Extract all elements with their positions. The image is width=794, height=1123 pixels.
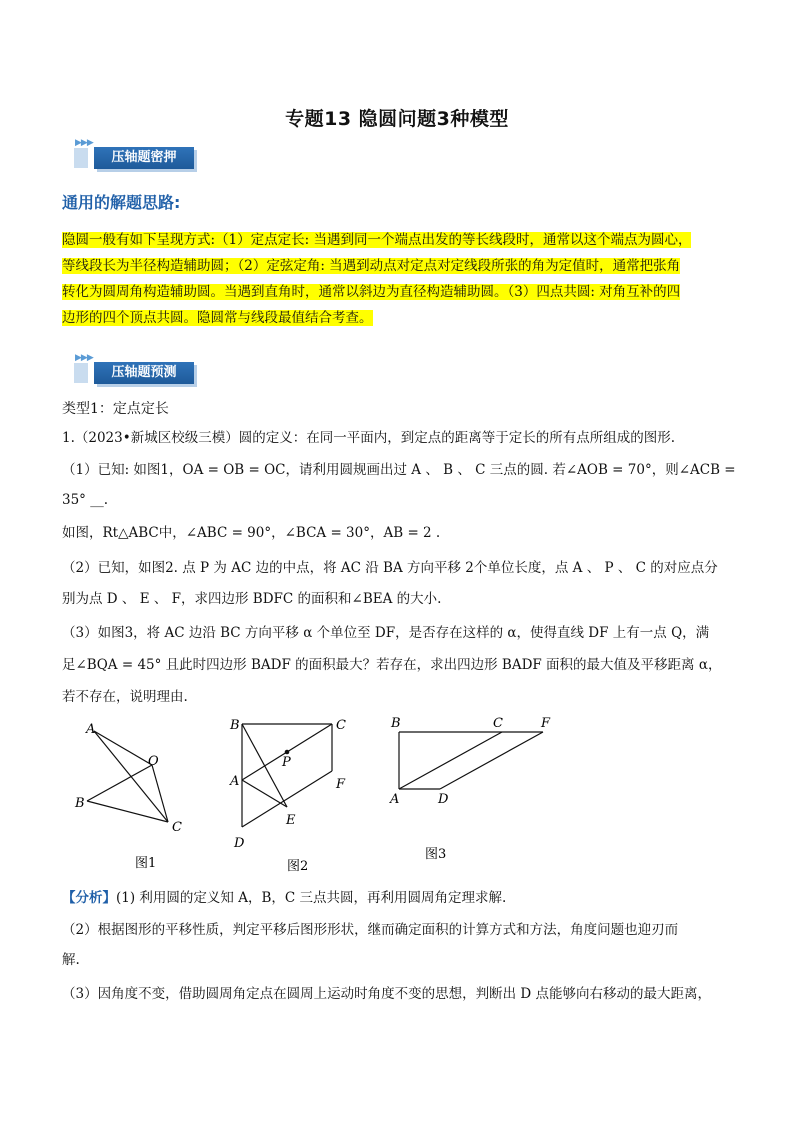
problem-intro: 1.（2023•新城区校级三模）圆的定义：在同一平面内，到定点的距离等于定长的所有点所组成的图形. [62,430,675,446]
point-label: B [230,718,240,733]
point-label: D [234,836,245,851]
point-label: E [286,813,296,828]
type-label: 类型1：定点定长 [62,401,169,417]
highlight-line: 转化为圆周角构造辅助圆。当遇到直角时，通常以斜边为直径构造辅助圆。（3）四点共圆: 对角互补的四 [62,284,681,300]
point-label: F [541,716,551,731]
analysis-line-1: 【分析】(1) 利用圆的定义知 A，B，C 三点共圆，再利用圆周角定理求解. [62,890,507,906]
point-label: A [390,792,400,807]
figure-3 [385,710,565,870]
question-2-line-2: 别为点 D 、 E 、 F，求四边形 BDFC 的面积和∠BEA 的大小. [62,591,442,607]
figure-2 [222,710,362,880]
point-label: O [148,754,159,769]
figure-caption: 图2 [287,859,309,874]
figure-1 [70,715,200,875]
midpoint-dot [285,750,290,755]
section-banner-prediction [72,353,212,383]
question-2-line-1: （2）已知，如图2. 点 P 为 AC 边的中点，将 AC 沿 BA 方向平移 2个单位长度，点 A 、 P 、 C 的对应点分 [62,560,718,576]
point-label: A [86,722,96,737]
question-3-line-2: 足∠BQA = 45° 且此时四边形 BADF 的面积最大？若存在，求出四边形 BADF 面积的最大值及平移距离 α， [62,657,722,673]
analysis-line-2: （2）根据图形的平移性质，判定平移后图形形状，继而确定面积的计算方式和方法，角度问题也迎刃而 [62,922,679,938]
section-banner-key-tips [72,138,212,168]
question-1-line-1: （1）已知: 如图1，OA = OB = OC，请利用圆规画出过 A 、 B 、 C 三点的圆. 若∠AOB = 70°，则∠ACB = [62,462,736,478]
highlight-paragraph [62,227,734,331]
banner-label: 压轴题预测 [94,362,194,384]
point-label: B [75,796,85,811]
highlight-line: 等线段长为半径构造辅助圆；（2）定弦定角: 当遇到动点对定点对定线段所张的角为定值时，通常把张角 [62,258,681,274]
highlight-line: 边形的四个顶点共圆。隐圆常与线段最值结合考查。 [62,310,373,326]
banner-accent [74,148,88,168]
question-1-line-2: 35° __. [62,492,109,508]
figure-caption: 图1 [135,856,157,871]
analysis-line-3: 解. [62,952,80,968]
figure-caption: 图3 [425,847,447,862]
page-title: 专题13 隐圆问题3种模型 [285,108,509,130]
question-3-line-1: （3）如图3，将 AC 边沿 BC 方向平移 α 个单位至 DF，是否存在这样的 α，使得直线 DF 上有一点 Q，满 [62,625,710,641]
arrow-decoration-icon: ▶▶▶ [75,138,93,148]
banner-accent [74,363,88,383]
analysis-line-4: （3）因角度不变，借助圆周角定点在圆周上运动时角度不变的思想，判断出 D 点能够向右移动的最大距离， [62,986,711,1002]
section-heading: 通用的解题思路: [62,193,181,212]
point-label: C [493,716,503,731]
given-statement: 如图，Rt△ABC中，∠ABC = 90°，∠BCA = 30°，AB = 2 . [62,525,441,541]
point-label: F [336,777,346,792]
point-label: B [391,716,401,731]
analysis-tag: 【分析】 [62,890,116,906]
arrow-decoration-icon: ▶▶▶ [75,353,93,363]
point-label: C [172,820,182,835]
point-label: C [336,718,346,733]
point-label: P [282,755,291,770]
highlight-line: 隐圆一般有如下呈现方式:（1）定点定长: 当遇到同一个端点出发的等长线段时，通常以这个端点为圆心， [62,232,692,248]
banner-label: 压轴题密押 [94,147,194,169]
point-label: D [438,792,449,807]
question-3-line-3: 若不存在，说明理由. [62,689,188,705]
point-label: A [230,774,240,789]
